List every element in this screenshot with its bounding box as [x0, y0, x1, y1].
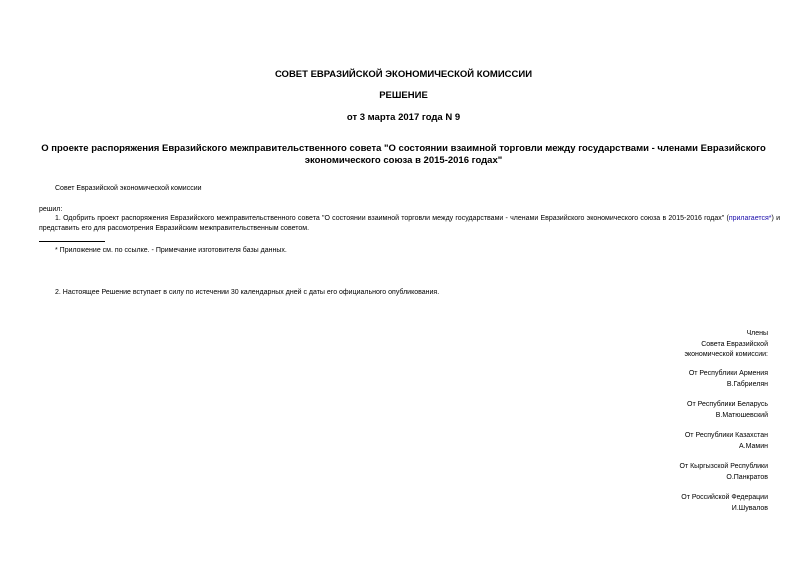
sig-name: О.Панкратов: [726, 473, 768, 481]
sig-country: От Российской Федерации: [681, 494, 768, 501]
sig-country: От Республики Беларусь: [687, 401, 768, 408]
sig-country: От Республики Армения: [688, 370, 768, 377]
sig-country: От Кыргызской Республики: [679, 463, 768, 470]
signature-russia: [681, 493, 768, 514]
signature-belarus: [687, 400, 768, 421]
title-line-2: экономического союза в 2015-2016 годах": [304, 155, 503, 166]
sig-name: В.Матюшевский: [715, 411, 768, 419]
item-1-tail: ) и представить его для рассмотрения Евразийским межправительственным советом.: [39, 215, 780, 232]
document-type: РЕШЕНИЕ: [379, 90, 428, 101]
item-1-text: 1. Одобрить проект распоряжения Евразийского межправительственного совета "О состоянии взаимной торговли между государствами - членами Евразийского экономического союза в 2015-2016 годах" (: [55, 215, 729, 222]
sig-name: И.Шувалов: [731, 504, 768, 512]
item-1-paragraph: [39, 214, 780, 233]
decided-text: решил:: [39, 206, 63, 213]
appendix-link[interactable]: прилагается*: [728, 215, 772, 222]
sig-heading-line: Члены: [746, 330, 768, 337]
sig-heading-line: экономической комиссии:: [684, 351, 768, 358]
signatures-heading: [684, 329, 768, 361]
sig-name: В.Габриелян: [726, 380, 768, 388]
sig-country: От Республики Казахстан: [684, 432, 768, 439]
signature-kyrgyzstan: [680, 462, 769, 483]
sig-name: А.Мамин: [738, 442, 768, 450]
org-heading: СОВЕТ ЕВРАЗИЙСКОЙ ЭКОНОМИЧЕСКОЙ КОМИССИИ: [274, 69, 533, 80]
title-line-1: О проекте распоряжения Евразийского межправительственного совета "О состоянии взаимной торговли между государствами - членами Евразийского: [41, 143, 766, 154]
item-2-text: 2. Настоящее Решение вступает в силу по истечении 30 календарных дней с даты его официального опубликования.: [55, 289, 440, 296]
intro-text: Совет Евразийской экономической комиссии: [55, 185, 202, 192]
document-title: [40, 143, 767, 167]
document-date-number: от 3 марта 2017 года N 9: [346, 112, 461, 123]
signature-kazakhstan: [685, 431, 768, 452]
sig-heading-line: Совета Евразийской: [701, 340, 768, 348]
footnote-divider: [39, 241, 105, 242]
footnote: * Приложение см. по ссылке. - Примечание изготовителя базы данных.: [55, 247, 287, 254]
signature-armenia: [689, 369, 768, 390]
